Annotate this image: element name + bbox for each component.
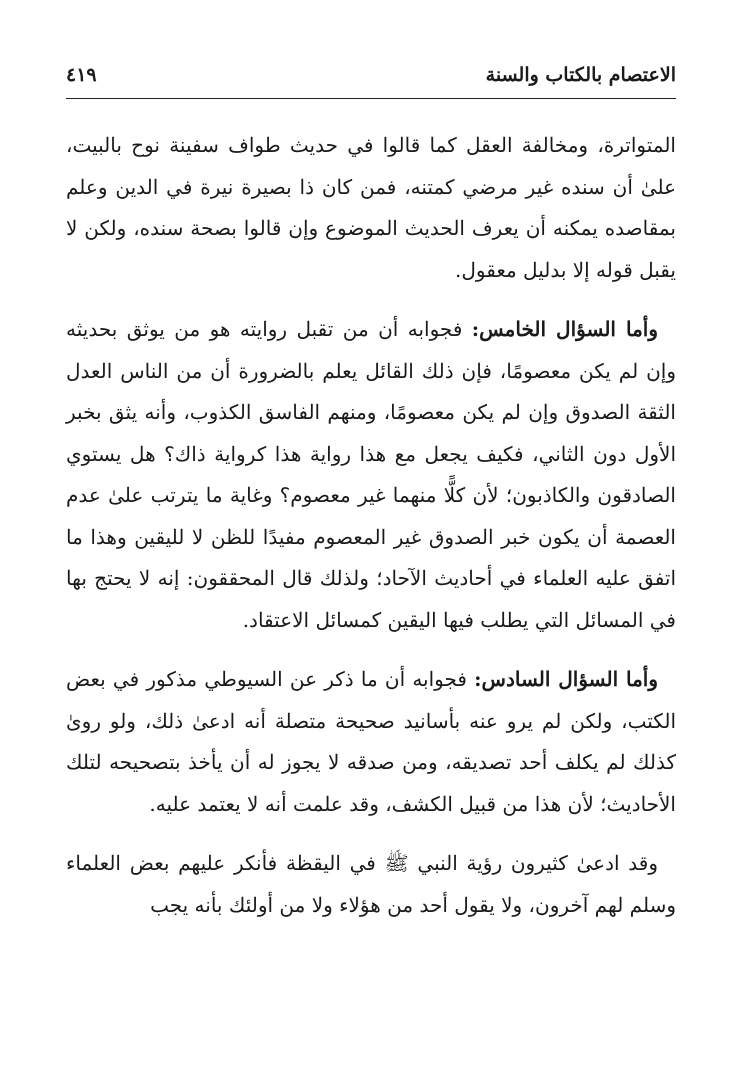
paragraph-1 bbox=[66, 125, 676, 291]
paragraph-lead: وأما السؤال السادس: bbox=[474, 667, 658, 691]
paragraph-text: وقد ادعىٰ كثيرون رؤية النبي ﷺ في اليقظة فأنكر عليهم بعض العلماء وسلم لهم آخرون، ولا يقول أحد من هؤلاء ولا من أولئك بأنه يجب bbox=[66, 851, 676, 917]
paragraph-question-6 bbox=[66, 659, 676, 825]
running-header bbox=[66, 58, 676, 99]
paragraph-4 bbox=[66, 843, 676, 926]
paragraph-text: فجوابه أن ما ذكر عن السيوطي مذكور في بعض الكتب، ولكن لم يرو عنه بأسانيد صحيحة متصلة أنه ادعىٰ ذلك، ولو روىٰ كذلك لم يكلف أحد تصديقه، ومن صدقه لا يجوز له أن يأخذ بتصحيحه لتلك الأحاديث؛ لأن هذا من قبيل الكشف، وقد علمت أنه لا يعتمد عليه. bbox=[66, 667, 676, 816]
paragraph-question-5 bbox=[66, 309, 676, 641]
body-text bbox=[66, 125, 676, 926]
paragraph-text: فجوابه أن من تقبل روايته هو من يوثق بحديثه وإن لم يكن معصومًا، فإن ذلك القائل يعلم بالضرورة أن من الناس العدل الثقة الصدوق وإن لم يكن معصومًا، ومنهم الفاسق الكذوب، وأنه يثق بخبر الأول دون الثاني، فكيف يجعل مع هذا رواية هذا كرواية ذاك؟ هل يستوي الصادقون والكاذبون؛ لأن كلًّا منهما غير معصوم؟ وغاية ما يترتب علىٰ عدم العصمة أن يكون خبر الصدوق غير المعصوم مفيدًا للظن لا لليقين وهذا ما اتفق عليه العلماء في أحاديث الآحاد؛ ولذلك قال المحققون: إنه لا يحتج بها في المسائل التي يطلب فيها اليقين كمسائل الاعتقاد. bbox=[66, 317, 676, 632]
paragraph-text: المتواترة، ومخالفة العقل كما قالوا في حديث طواف سفينة نوح بالبيت، علىٰ أن سنده غير مرضي كمتنه، فمن كان ذا بصيرة نيرة في الدين وعلم بمقاصده يمكنه أن يعرف الحديث الموضوع وإن قالوا بصحة سنده، ولكن لا يقبل قوله إلا بدليل معقول. bbox=[66, 133, 676, 282]
header-title: الاعتصام بالكتاب والسنة bbox=[485, 64, 676, 86]
paragraph-lead: وأما السؤال الخامس: bbox=[471, 317, 658, 341]
page-number: ٤١٩ bbox=[66, 64, 97, 86]
